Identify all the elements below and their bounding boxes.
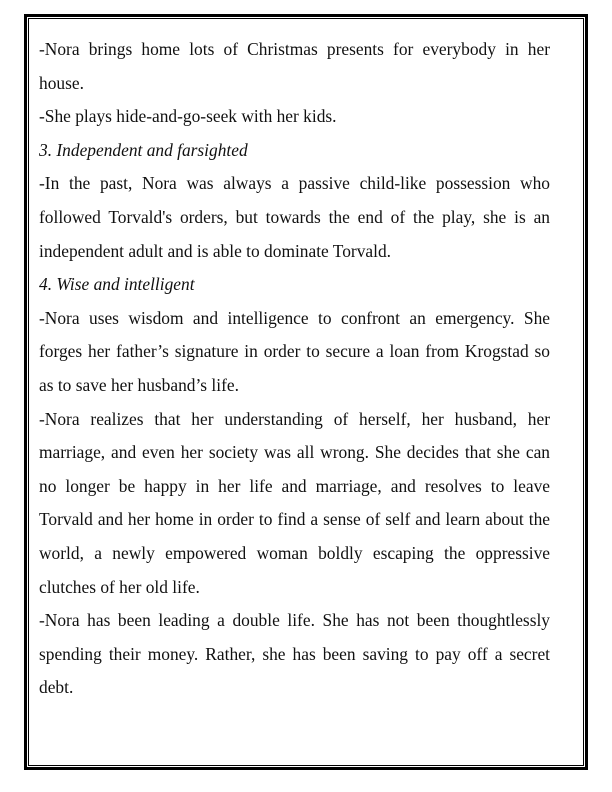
heading-wise-intelligent: 4. Wise and intelligent xyxy=(39,274,195,295)
paragraph-christmas-presents: -Nora brings home lots of Christmas presents for everybody in her house. xyxy=(39,39,550,93)
paragraph-forged-signature: -Nora uses wisdom and intelligence to confront an emergency. She forges her father’s signature in order to secure a loan from Krogstad so as to save her husband’s life. xyxy=(39,307,550,395)
heading-independent-farsighted: 3. Independent and farsighted xyxy=(39,139,248,160)
paragraph-hide-and-seek: -She plays hide-and-go-seek with her kids. xyxy=(39,106,337,127)
paragraph-independent-adult: -In the past, Nora was always a passive child-like possession who followed Torvald's orders, but towards the end of the play, she is an independent adult and is able to dominate Torvald. xyxy=(39,173,550,261)
paragraph-realization: -Nora realizes that her understanding of herself, her husband, her marriage, and even her society was all wrong. She decides that she can no longer be happy in her life and marriage, and resolves to leave Torvald and her home in order to find a sense of self and learn about the world, a newly empowered woman boldly escaping the oppressive clutches of her old life. xyxy=(39,408,550,597)
document-body xyxy=(39,33,550,705)
paragraph-double-life: -Nora has been leading a double life. She has not been thoughtlessly spending their money. Rather, she has been saving to pay off a secret debt. xyxy=(39,610,550,698)
